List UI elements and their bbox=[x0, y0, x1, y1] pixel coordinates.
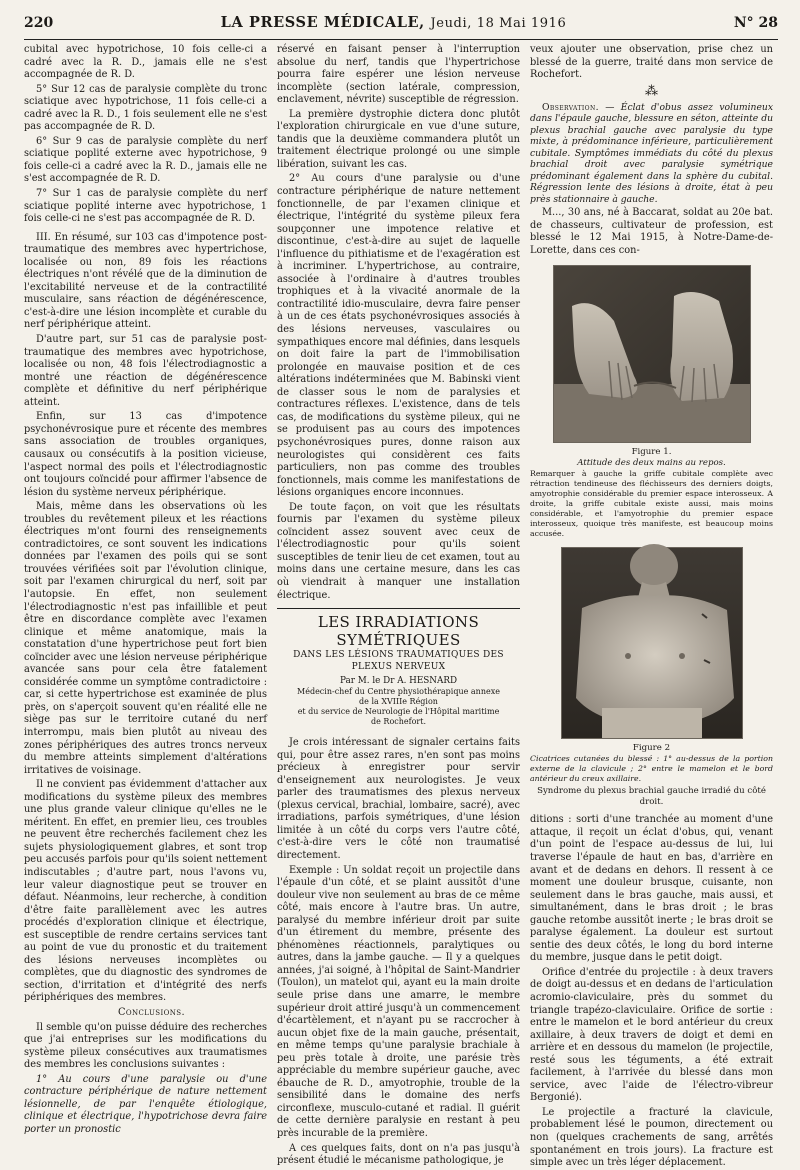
observation-summary bbox=[530, 102, 773, 206]
affiliation-line: de Rochefort. bbox=[371, 717, 426, 727]
section-heading-conclusions: Conclusions. bbox=[117, 1007, 185, 1019]
paragraph: D'autre part, sur 51 cas de paralysie post-traumatique des membres avec hypotrichose, localisée ou non, 48 fois l'électrodiagnostic a montré une réaction de dégénérescence complète et définitive du nerf périphérique atteint. bbox=[24, 334, 267, 408]
paragraph: De toute façon, on voit que les résultats fournis par l'examen du système pileux coïncident assez souvent avec ceux de l'électrodiagnostic pour qu'ils soient susceptibles de tenir lieu de cet examen, tout au moins dans une certaine mesure, dans les cas où viendrait à manquer une installation électrique. bbox=[277, 501, 520, 601]
paragraph: ditions : sorti d'une tranchée au moment d'une attaque, il reçoit un éclat d'obus, qui, venant d'un point de l'espace au-dessus de lui, lui traverse l'épaule de haut en bas, d'arrière en avant et de dedans en dehors. Il ressent à ce moment une douleur brusque, cuisante, non seulement dans le bras gauche, mais aussi, et simultanément, dans le bras droit ; le bras gauche retombe aussitôt inerte ; le bras droit se paralyse également. La douleur est surtout sentie des deux côtés, le long du bord interne du membre, jusque dans le petit doigt. bbox=[530, 814, 773, 964]
figure-2-photo bbox=[561, 547, 743, 739]
paragraph: cubital avec hypotrichose, 10 fois celle-ci a cadré avec la R. D., jamais elle ne s'est accompagnée de R. D. bbox=[24, 44, 267, 81]
torso-photo-image bbox=[562, 548, 742, 738]
observation-text: — Éclat d'obus assez volumineux dans l'épaule gauche, blessure en séton, atteinte du plexus brachial gauche avec paralysie du type mixte, à prédominance inférieure, particulièrement cubitale. Symptômes immédiats du côté du plexus brachial droit avec paralysie symétrique prédominant également dans la sphère du cubital. Régression lente des lésions à droite, état à peu près stationnaire à gauche. bbox=[530, 101, 773, 205]
column-2 bbox=[277, 44, 520, 1167]
figure-1-photo bbox=[553, 265, 751, 443]
article-author: Par M. le Dr A. HESNARD bbox=[339, 676, 458, 687]
figure-2-title: Figure 2 bbox=[632, 743, 671, 754]
paragraph: Enfin, sur 13 cas d'impotence psychonévrosique pure et récente des membres sans association de troubles organiques, causaux ou consécutifs à la position vicieuse, l'aspect normal des poils et l'électrodiagnostic ont toujours coïncidé pour affirmer l'absence de lésion du système nerveux périphérique. bbox=[24, 411, 267, 498]
journal-title bbox=[221, 14, 567, 31]
observation-label: Observation. bbox=[542, 101, 599, 113]
paragraph: Je crois intéressant de signaler certains faits qui, pour être assez rares, n'en sont pas moins précieux à enregistrer pour servir d'enseignement aux neurologistes. Je veux parler des traumatismes des plexus nerveux (plexus cervical, brachial, lombaire, sacré), avec irradiations, parfois symétriques, d'une lésion limitée à un côté du corps vers l'autre côté, c'est-à-dire vers le côté non traumatisé directement. bbox=[277, 737, 520, 861]
paragraph: Il semble qu'on puisse déduire des recherches que j'ai entreprises sur les modifications du système pileux consécutives aux traumatismes des membres les conclusions suivantes : bbox=[24, 1021, 267, 1071]
paragraph: Exemple : Un soldat reçoit un projectile dans l'épaule d'un côté, et se plaint aussitôt d'une douleur vive non seulement au bras de ce même côté, mais encore à l'autre bras. Un autre, paralysé du membre inférieur droit par suite d'un étirement du membre, présente des phénomènes réactionnels, paralytiques ou autres, dans la jambe gauche. — Il y a quelques années, j'ai soigné, à l'hôpital de Saint-Mandrier (Toulon), un matelot qui, ayant eu la main droite seule prise dans une amarre, le membre supérieur droit attiré jusqu'à un commencement d'écartèlement, et n'ayant pu se raccrocher à aucun objet fixe de la main gauche, présentait, en même temps qu'une paralysie brachiale à peu près totale à droite, une parésie très appréciable du membre supérieur gauche, avec ébauche de R. D., amyotrophie, trouble de la sensibilité dans le domaine des nerfs circonflexe, musculo-cutané et radial. Il guérit de cette dernière paralysie en restant à peu près incurable de la première. bbox=[277, 864, 520, 1140]
paragraph: 2° Au cours d'une paralysie ou d'une contracture périphérique de nature nettement fonctionnelle, de par l'examen clinique et électrique, l'intégrité du système pileux fera soupçonner une impotence relative et discontinue, c'est-à-dire au sujet de laquelle l'influence du pithiatisme et de l'exagération est à incriminer. L'hypertrichose, au contraire, associée à l'ordinaire à d'autres troubles trophiques et à la vivacité anormale de la contractilité idio-musculaire, devra faire penser à un de ces états psychonévrosiques associés à des lésions nerveuses, vasculaires ou sympathiques encore mal définies, dans lesquels on doit faire la part de l'immobilisation prolongée en mauvaise position et de ces altérations indéterminées que M. Babinski vient de classer sous le nom de paralysies et contractures réflexes. L'existence, dans de tels cas, de modifications du système pileux, qui ne se produisent pas au cours des impotences psychonévrosiques pures, donne raison aux neurologistes qui considèrent ces faits particuliers, non pas comme des troubles fonctionnels, mais comme les manifestations de lésions organiques encore inconnues. bbox=[277, 173, 520, 499]
paragraph: M..., 30 ans, né à Baccarat, soldat au 20e bat. de chasseurs, cultivateur de profession, est blessé le 12 Mai 1915, à Notre-Dame-de-Lorette, dans ces con- bbox=[530, 207, 773, 256]
issue-date: Jeudi, 18 Mai 1916 bbox=[430, 16, 567, 31]
article-divider bbox=[277, 608, 520, 609]
figure-1-subtitle: Attitude des deux mains au repos. bbox=[577, 458, 726, 469]
figure-2-subtitle: Syndrome du plexus brachial gauche irradié du côté droit. bbox=[537, 786, 766, 808]
page-number: 220 bbox=[24, 15, 54, 31]
paragraph: veux ajouter une observation, prise chez un blessé de la guerre, traité dans mon service de Rochefort. bbox=[530, 44, 773, 81]
page-header bbox=[24, 14, 778, 40]
column-1 bbox=[24, 44, 267, 1135]
paragraph: Mais, même dans les observations où les troubles du revêtement pileux et les réactions électriques m'ont fourni des renseignements contradictoires, ce sont souvent les indications données par l'examen des poils qui se sont trouvées vérifiées soit par l'évolution clinique, soit par l'examen chirurgical du nerf, soit par l'autopsie. En effet, non seulement l'électrodiagnostic n'est pas infaillible et peut être en discordance complète avec l'examen clinique et même anatomique, mais la constatation d'une hypertrichose peut fort bien coïncider avec une lésion nerveuse périphérique avancée sans pour cela être fatalement considérée comme un symptôme contradictoire : car, si cette hypertrichose est examinée de plus près, on s'aperçoit souvent qu'en réalité elle ne siège pas sur le territoire cutané du nerf interrompu, mais bien plutôt au niveau des zones périphériques des autres troncs nerveux du membre atteints simplement d'altérations irritatives de voisinage. bbox=[24, 501, 267, 776]
paragraph: 6° Sur 9 cas de paralysie complète du nerf sciatique poplité externe avec hypotrichose, 9 fois celle-ci a cadré avec la R. D., jamais elle ne s'est accompagnée de R. D. bbox=[24, 135, 267, 185]
paragraph: 5° Sur 12 cas de paralysie complète du tronc sciatique avec hypotrichose, 11 fois celle-ci a cadré avec la R. D., 1 fois seulement elle ne s'est pas accompagnée de R. D. bbox=[24, 83, 267, 133]
figure-2-caption: Cicatrices cutanées du blessé : 1° au-dessus de la portion externe de la clavicule ; 2° entre le mamelon et le bord antérieur du creux axillaire. bbox=[530, 754, 773, 784]
journal-name: LA PRESSE MÉDICALE, bbox=[220, 14, 425, 31]
paragraph: A ces quelques faits, dont on n'a pas jusqu'à présent étudié le mécanisme pathologique, je bbox=[277, 1142, 520, 1167]
article-title: LES IRRADIATIONS SYMÉTRIQUES bbox=[317, 613, 480, 650]
figure-1-caption: Remarquer à gauche la griffe cubitale complète avec rétraction tendineuse des fléchisseurs des derniers doigts, amyotrophie considérable du premier espace interosseux. A droite, la griffe cubitale existe aussi, mais moins considérable, et l'amyotrophie du premier espace interosseux, quoique très manifeste, est beaucoup moins accusée. bbox=[530, 469, 773, 539]
column-3 bbox=[530, 44, 773, 1169]
paragraph: La première dystrophie dictera donc plutôt l'exploration chirurgicale en vue d'une suture, tandis que la deuxième commandera plutôt un traitement électrique prolongé ou une simple libération, suivant les cas. bbox=[277, 108, 520, 170]
paragraph: Le projectile a fracturé la clavicule, probablement lésé le poumon, directement ou non (quelques crachements de sang, arrêtés spontanément en trois jours). La fracture est simple avec un très léger déplacement. bbox=[530, 1106, 773, 1169]
columns bbox=[24, 44, 778, 1169]
section-ornament: ⁂ bbox=[645, 83, 658, 99]
paragraph: réservé en faisant penser à l'interruption absolue du nerf, tandis que l'hypertrichose pourra faire espérer une lésion nerveuse incomplète (section latérale, compression, enclavement, névrite) susceptible de régression. bbox=[277, 44, 520, 106]
figure-1-title: Figure 1. bbox=[631, 447, 672, 458]
paragraph: Orifice d'entrée du projectile : à deux travers de doigt au-dessus et en dedans de l'articulation acromio-claviculaire, près du sommet du triangle trapézo-claviculaire. Orifice de sortie : entre le mamelon et le bord antérieur du creux axillaire, à deux travers de doigt et demi en arrière et en dessous du mamelon (le projectile, resté sous les téguments, a été extrait facilement, à l'arrivée du blessé dans mon service, avec l'aide de l'électro-vibreur Bergonié). bbox=[530, 966, 773, 1104]
paragraph: III. En résumé, sur 103 cas d'impotence post-traumatique des membres avec hypertrichose, localisée ou non, 89 fois les réactions électriques n'ont révélé que de la diminution de l'excitabilité nerveuse et de la contractilité musculaire, sans réaction de dégénérescence, c'est-à-dire une lésion incomplète et curable du nerf périphérique atteint. bbox=[24, 231, 267, 331]
issue-number: N° 28 bbox=[733, 15, 778, 31]
affiliation-line: Médecin-chef du Centre physiothérapique annexe bbox=[297, 687, 500, 697]
article-subtitle: DANS LES LÉSIONS TRAUMATIQUES DES PLEXUS NERVEUX bbox=[293, 650, 504, 673]
hands-photo-image bbox=[554, 266, 750, 442]
affiliation-line: et du service de Neurologie de l'Hôpital maritime bbox=[297, 707, 500, 717]
affiliation-line: de la XVIIIe Région bbox=[359, 697, 438, 707]
paragraph: 1° Au cours d'une paralysie ou d'une contracture périphérique de nature nettement lésionnelle, de par l'enquête étiologique, clinique et électrique, l'hypotrichose devra faire porter un pronostic bbox=[24, 1073, 267, 1135]
article-affiliation bbox=[277, 687, 520, 727]
paragraph: Il ne convient pas évidemment d'attacher aux modifications du système pileux des membres une plus grande valeur clinique qu'elles ne le méritent. En effet, en premier lieu, ces troubles ne peuvent être recherchés facilement chez les sujets physiologiquement glabres, et sont trop peu accusés parfois pour qu'ils soient nettement indiscutables ; d'autre part, nous l'avons vu, leur valeur diagnostique peut se trouver en défaut. Néanmoins, leur recherche, à condition d'être faite parallèlement avec les autres procédés d'exploration clinique et électrique, est susceptible de rendre certains services tant au point de vue du pronostic et du traitement des lésions nerveuses incomplètes ou complètes, que du diagnostic des syndromes de section, d'irritation et d'intégrité des nerfs périphériques des membres. bbox=[24, 779, 267, 1004]
paragraph: 7° Sur 1 cas de paralysie complète du nerf sciatique poplité interne avec hypotrichose, 1 fois celle-ci ne s'est pas accompagnée de R. D. bbox=[24, 188, 267, 225]
